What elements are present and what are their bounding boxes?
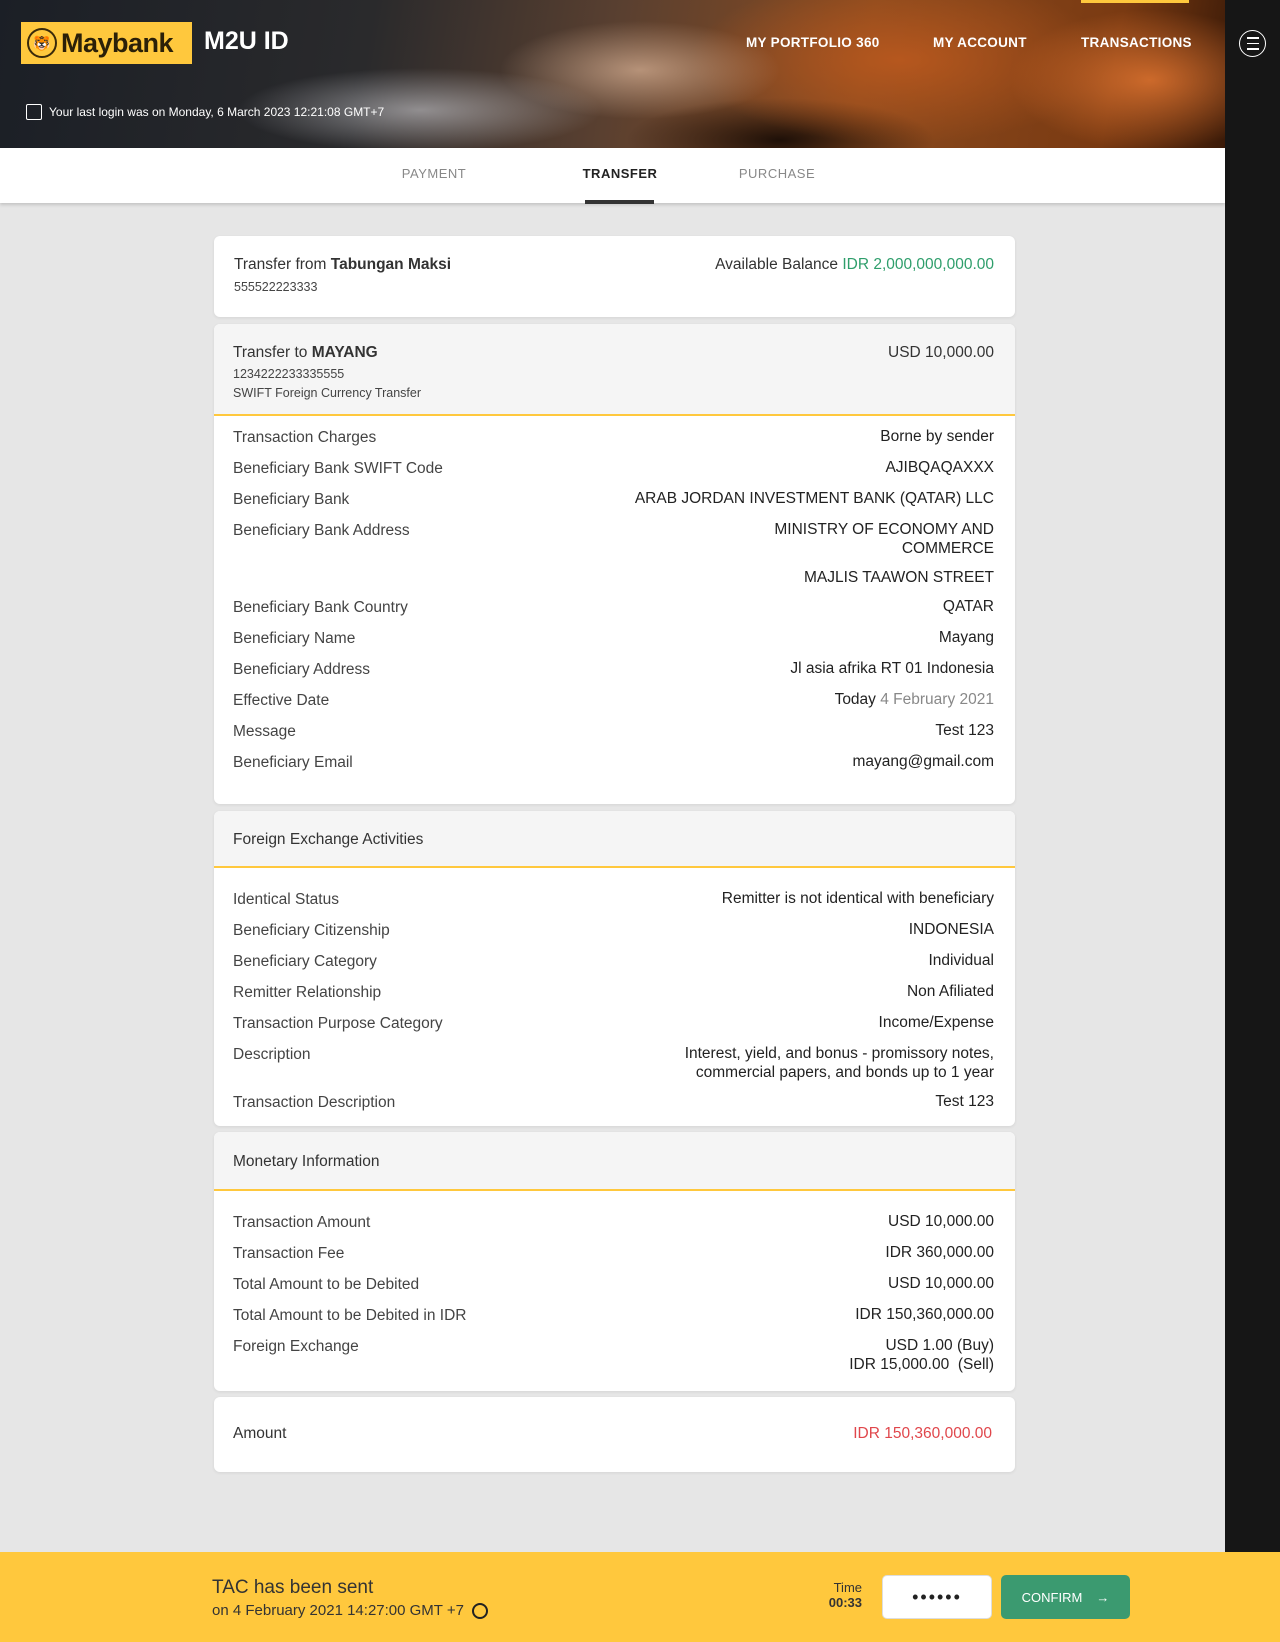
active-nav-indicator — [1081, 0, 1189, 3]
row-value: QATAR — [942, 598, 994, 615]
row-value: Today — [834, 691, 876, 708]
tac-sent-time: on 4 February 2021 14:27:00 GMT +7 — [212, 1602, 464, 1619]
row-value: ARAB JORDAN INVESTMENT BANK (QATAR) LLC — [634, 490, 994, 507]
row-label: Beneficiary Bank Address — [233, 522, 410, 539]
row-label: Transaction Purpose Category — [233, 1015, 443, 1032]
row-value: Mayang — [938, 629, 994, 646]
row-label: Beneficiary Citizenship — [233, 922, 390, 939]
amount-value: IDR 150,360,000.00 — [853, 1425, 992, 1442]
row-value: Income/Expense — [878, 1014, 994, 1031]
available-balance: IDR 2,000,000,000.00 — [842, 256, 994, 273]
detail-row — [214, 690, 1015, 721]
row-value: AJIBQAQAXXX — [885, 459, 994, 476]
detail-row — [214, 721, 1015, 752]
last-login-text: Your last login was on Monday, 6 March 2023 12:21:08 GMT+7 — [49, 105, 385, 119]
row-value: mayang@gmail.com — [852, 753, 994, 770]
transaction-tabs — [0, 148, 1225, 203]
row-label: Transaction Amount — [233, 1214, 371, 1231]
row-label: Beneficiary Bank SWIFT Code — [233, 460, 443, 477]
detail-row — [214, 1274, 1015, 1305]
row-value: Test 123 — [935, 1093, 994, 1110]
beneficiary-account-number: 1234222233335555 — [233, 367, 345, 381]
row-label: Foreign Exchange — [233, 1338, 359, 1355]
right-sidebar — [1225, 0, 1280, 1552]
nav-my-portfolio[interactable]: MY PORTFOLIO 360 — [746, 35, 880, 50]
beneficiary-name: MAYANG — [311, 344, 378, 361]
row-label: Transaction Fee — [233, 1245, 345, 1262]
row-value: IDR 150,360,000.00 — [855, 1306, 994, 1323]
app-title: M2U ID — [204, 27, 289, 55]
effective-date: 4 February 2021 — [880, 691, 994, 708]
amount-label: Amount — [233, 1425, 287, 1442]
row-label: Beneficiary Category — [233, 953, 377, 970]
row-label: Beneficiary Email — [233, 754, 353, 771]
detail-row — [214, 951, 1015, 982]
detail-row — [214, 458, 1015, 489]
row-value: Individual — [928, 952, 994, 969]
transfer-to-card — [214, 324, 1015, 804]
detail-row — [214, 628, 1015, 659]
row-value: Interest, yield, and bonus - promissory notes, commercial papers, and bonds up to 1 year — [684, 1045, 994, 1081]
fx-buy-rate: USD 1.00 (Buy) — [885, 1337, 994, 1354]
transfer-type: SWIFT Foreign Currency Transfer — [233, 386, 422, 400]
tiger-logo-icon: 🐯 — [27, 28, 57, 58]
countdown-timer: 00:33 — [828, 1595, 862, 1610]
brand-name: Maybank — [61, 27, 174, 58]
transfer-amount: USD 10,000.00 — [888, 344, 994, 361]
time-label: Time — [833, 1580, 862, 1595]
hamburger-menu-icon[interactable] — [1239, 30, 1266, 57]
arrow-right-icon: → — [1096, 1589, 1110, 1605]
transfer-to-header — [214, 324, 1015, 416]
balance-label: Available Balance — [715, 256, 843, 273]
row-label: Transaction Description — [233, 1094, 396, 1111]
confirm-label: CONFIRM — [1021, 1589, 1083, 1605]
detail-row — [214, 1336, 1015, 1374]
monetary-info-card — [214, 1132, 1015, 1391]
maybank-logo[interactable] — [21, 22, 192, 64]
row-label: Beneficiary Address — [233, 661, 370, 678]
row-label: Remitter Relationship — [233, 984, 382, 1001]
detail-row — [214, 889, 1015, 920]
from-account-number: 555522223333 — [234, 280, 318, 294]
row-value: Test 123 — [935, 722, 994, 739]
detail-row — [214, 427, 1015, 458]
nav-transactions[interactable]: TRANSACTIONS — [1081, 35, 1192, 50]
row-value: USD 10,000.00 — [888, 1275, 994, 1292]
amount-card — [214, 1397, 1015, 1472]
fx-sell-rate: IDR 15,000.00 (Sell) — [849, 1356, 994, 1373]
fx-header: Foreign Exchange Activities — [214, 811, 1015, 868]
detail-row — [214, 920, 1015, 951]
row-label: Beneficiary Name — [233, 630, 356, 647]
last-login — [26, 104, 384, 120]
header-banner — [0, 0, 1225, 148]
detail-row — [214, 1243, 1015, 1274]
from-label: Transfer from — [234, 256, 331, 273]
row-value: INDONESIA — [908, 921, 994, 938]
to-label: Transfer to — [233, 344, 312, 361]
row-label: Description — [233, 1046, 311, 1063]
detail-row — [214, 489, 1015, 520]
row-label: Transaction Charges — [233, 429, 377, 446]
row-value: MINISTRY OF ECONOMY AND COMMERCE — [774, 521, 994, 557]
row-label: Message — [233, 723, 296, 740]
transfer-from-card — [214, 236, 1015, 317]
active-tab-indicator — [585, 200, 654, 204]
row-value: Borne by sender — [880, 428, 994, 445]
detail-row — [214, 659, 1015, 690]
detail-row — [214, 1044, 1015, 1092]
calendar-clock-icon — [26, 104, 42, 120]
row-value: USD 10,000.00 — [888, 1213, 994, 1230]
row-label: Beneficiary Bank — [233, 491, 350, 508]
row-value-line2: MAJLIS TAAWON STREET — [803, 569, 994, 586]
detail-row — [214, 1305, 1015, 1336]
detail-row — [214, 1013, 1015, 1044]
row-label: Effective Date — [233, 692, 330, 709]
row-label: Beneficiary Bank Country — [233, 599, 408, 616]
row-label: Identical Status — [233, 891, 339, 908]
confirm-button[interactable] — [1001, 1575, 1130, 1619]
row-value: Remitter is not identical with beneficiary — [721, 890, 994, 907]
detail-row — [214, 520, 1015, 597]
monetary-header: Monetary Information — [214, 1132, 1015, 1191]
tab-payment[interactable]: PAYMENT — [401, 166, 467, 181]
foreign-exchange-card — [214, 811, 1015, 1126]
from-account-name: Tabungan Maksi — [330, 256, 452, 273]
stopwatch-icon — [472, 1603, 488, 1619]
detail-row — [214, 752, 1015, 783]
tac-title: TAC has been sent — [212, 1577, 374, 1598]
tac-bar — [0, 1552, 1280, 1642]
row-value: IDR 360,000.00 — [885, 1244, 994, 1261]
row-value: Jl asia afrika RT 01 Indonesia — [790, 660, 994, 677]
row-label: Total Amount to be Debited — [233, 1276, 420, 1293]
row-label: Total Amount to be Debited in IDR — [233, 1307, 467, 1324]
detail-row — [214, 1092, 1015, 1123]
tab-transfer[interactable]: TRANSFER — [582, 166, 658, 181]
row-value: Non Afiliated — [906, 983, 994, 1000]
nav-my-account[interactable]: MY ACCOUNT — [933, 35, 1027, 50]
detail-row — [214, 1212, 1015, 1243]
tab-purchase[interactable]: PURCHASE — [738, 166, 816, 181]
detail-row — [214, 597, 1015, 628]
tac-input[interactable]: •••••• — [882, 1575, 992, 1619]
detail-row — [214, 982, 1015, 1013]
